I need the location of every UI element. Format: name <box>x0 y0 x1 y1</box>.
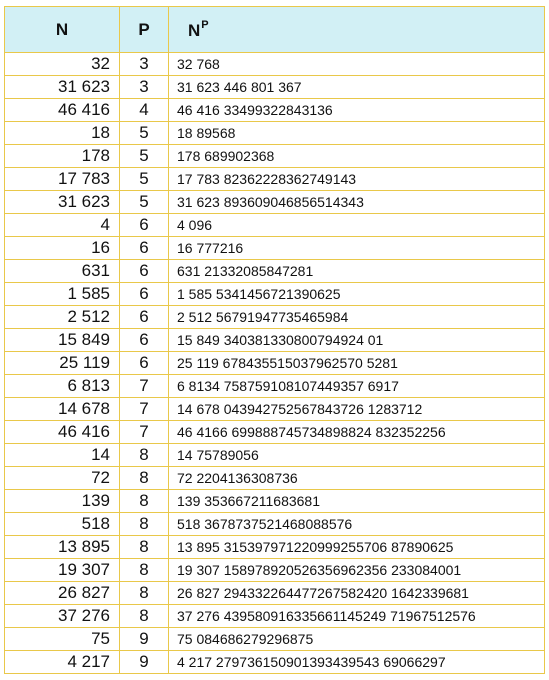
cell-n: 139 <box>5 490 120 513</box>
cell-power: 1 585 5341456721390625 <box>169 283 545 306</box>
cell-p: 3 <box>120 76 169 99</box>
table-row <box>5 122 545 145</box>
cell-n: 75 <box>5 628 120 651</box>
cell-n: 4 217 <box>5 651 120 674</box>
header-p: P <box>120 7 169 53</box>
cell-power: 518 3678737521468088576 <box>169 513 545 536</box>
cell-p: 8 <box>120 582 169 605</box>
cell-n: 26 827 <box>5 582 120 605</box>
cell-n: 631 <box>5 260 120 283</box>
cell-n: 46 416 <box>5 421 120 444</box>
table-row <box>5 467 545 490</box>
table-row <box>5 444 545 467</box>
table-row <box>5 145 545 168</box>
cell-p: 3 <box>120 53 169 76</box>
cell-power: 631 21332085847281 <box>169 260 545 283</box>
cell-power: 16 777216 <box>169 237 545 260</box>
cell-n: 72 <box>5 467 120 490</box>
table-row <box>5 628 545 651</box>
cell-n: 518 <box>5 513 120 536</box>
cell-p: 7 <box>120 398 169 421</box>
table-row <box>5 421 545 444</box>
cell-p: 4 <box>120 99 169 122</box>
cell-n: 46 416 <box>5 99 120 122</box>
cell-power: 13 895 315397971220999255706 87890625 <box>169 536 545 559</box>
cell-power: 18 89568 <box>169 122 545 145</box>
cell-n: 4 <box>5 214 120 237</box>
cell-power: 75 084686279296875 <box>169 628 545 651</box>
table-row <box>5 329 545 352</box>
cell-power: 6 8134 758759108107449357 6917 <box>169 375 545 398</box>
cell-p: 6 <box>120 214 169 237</box>
cell-power: 4 217 279736150901393439543 69066297 <box>169 651 545 674</box>
cell-p: 7 <box>120 421 169 444</box>
cell-p: 5 <box>120 191 169 214</box>
header-n: N <box>5 7 120 53</box>
cell-n: 178 <box>5 145 120 168</box>
header-n-power-p <box>169 7 545 53</box>
cell-p: 6 <box>120 352 169 375</box>
cell-p: 5 <box>120 168 169 191</box>
header-np-exponent: P <box>201 18 209 31</box>
cell-p: 6 <box>120 329 169 352</box>
cell-power: 26 827 294332264477267582420 1642339681 <box>169 582 545 605</box>
cell-power: 72 2204136308736 <box>169 467 545 490</box>
cell-p: 8 <box>120 513 169 536</box>
cell-n: 32 <box>5 53 120 76</box>
table-row <box>5 283 545 306</box>
cell-n: 14 <box>5 444 120 467</box>
cell-p: 5 <box>120 122 169 145</box>
cell-p: 9 <box>120 651 169 674</box>
cell-p: 6 <box>120 260 169 283</box>
cell-n: 37 276 <box>5 605 120 628</box>
cell-n: 15 849 <box>5 329 120 352</box>
cell-power: 25 119 678435515037962570 5281 <box>169 352 545 375</box>
cell-power: 4 096 <box>169 214 545 237</box>
cell-p: 8 <box>120 605 169 628</box>
cell-n: 14 678 <box>5 398 120 421</box>
cell-power: 37 276 439580916335661145249 71967512576 <box>169 605 545 628</box>
table-row <box>5 168 545 191</box>
table-row <box>5 559 545 582</box>
table-row <box>5 53 545 76</box>
table-row <box>5 490 545 513</box>
cell-p: 8 <box>120 559 169 582</box>
cell-p: 8 <box>120 536 169 559</box>
cell-n: 31 623 <box>5 191 120 214</box>
cell-n: 17 783 <box>5 168 120 191</box>
cell-power: 14 678 043942752567843726 1283712 <box>169 398 545 421</box>
table-row <box>5 306 545 329</box>
table-row <box>5 513 545 536</box>
table-row <box>5 375 545 398</box>
table-body <box>5 53 545 674</box>
table-row <box>5 651 545 674</box>
cell-n: 1 585 <box>5 283 120 306</box>
cell-power: 15 849 340381330800794924 01 <box>169 329 545 352</box>
cell-n: 6 813 <box>5 375 120 398</box>
header-row <box>5 7 545 53</box>
cell-p: 9 <box>120 628 169 651</box>
table-row <box>5 398 545 421</box>
table-row <box>5 76 545 99</box>
cell-n: 31 623 <box>5 76 120 99</box>
cell-power: 14 75789056 <box>169 444 545 467</box>
table-row <box>5 352 545 375</box>
cell-p: 7 <box>120 375 169 398</box>
table-row <box>5 582 545 605</box>
table-row <box>5 99 545 122</box>
cell-power: 46 416 33499322843136 <box>169 99 545 122</box>
table-row <box>5 237 545 260</box>
table-row <box>5 536 545 559</box>
cell-power: 31 623 893609046856514343 <box>169 191 545 214</box>
header-np-base: N <box>188 20 201 40</box>
cell-n: 13 895 <box>5 536 120 559</box>
cell-power: 2 512 56791947735465984 <box>169 306 545 329</box>
powers-table <box>4 6 545 674</box>
cell-p: 6 <box>120 283 169 306</box>
cell-n: 18 <box>5 122 120 145</box>
cell-p: 5 <box>120 145 169 168</box>
cell-power: 46 4166 699888745734898824 832352256 <box>169 421 545 444</box>
table-row <box>5 605 545 628</box>
cell-power: 139 353667211683681 <box>169 490 545 513</box>
cell-power: 32 768 <box>169 53 545 76</box>
cell-power: 178 689902368 <box>169 145 545 168</box>
cell-n: 2 512 <box>5 306 120 329</box>
cell-power: 17 783 82362228362749143 <box>169 168 545 191</box>
cell-n: 25 119 <box>5 352 120 375</box>
cell-p: 6 <box>120 306 169 329</box>
table-row <box>5 214 545 237</box>
table-row <box>5 260 545 283</box>
cell-n: 16 <box>5 237 120 260</box>
cell-p: 8 <box>120 467 169 490</box>
cell-n: 19 307 <box>5 559 120 582</box>
cell-p: 6 <box>120 237 169 260</box>
cell-power: 19 307 158978920526356962356 233084001 <box>169 559 545 582</box>
cell-p: 8 <box>120 490 169 513</box>
cell-power: 31 623 446 801 367 <box>169 76 545 99</box>
cell-p: 8 <box>120 444 169 467</box>
table-row <box>5 191 545 214</box>
